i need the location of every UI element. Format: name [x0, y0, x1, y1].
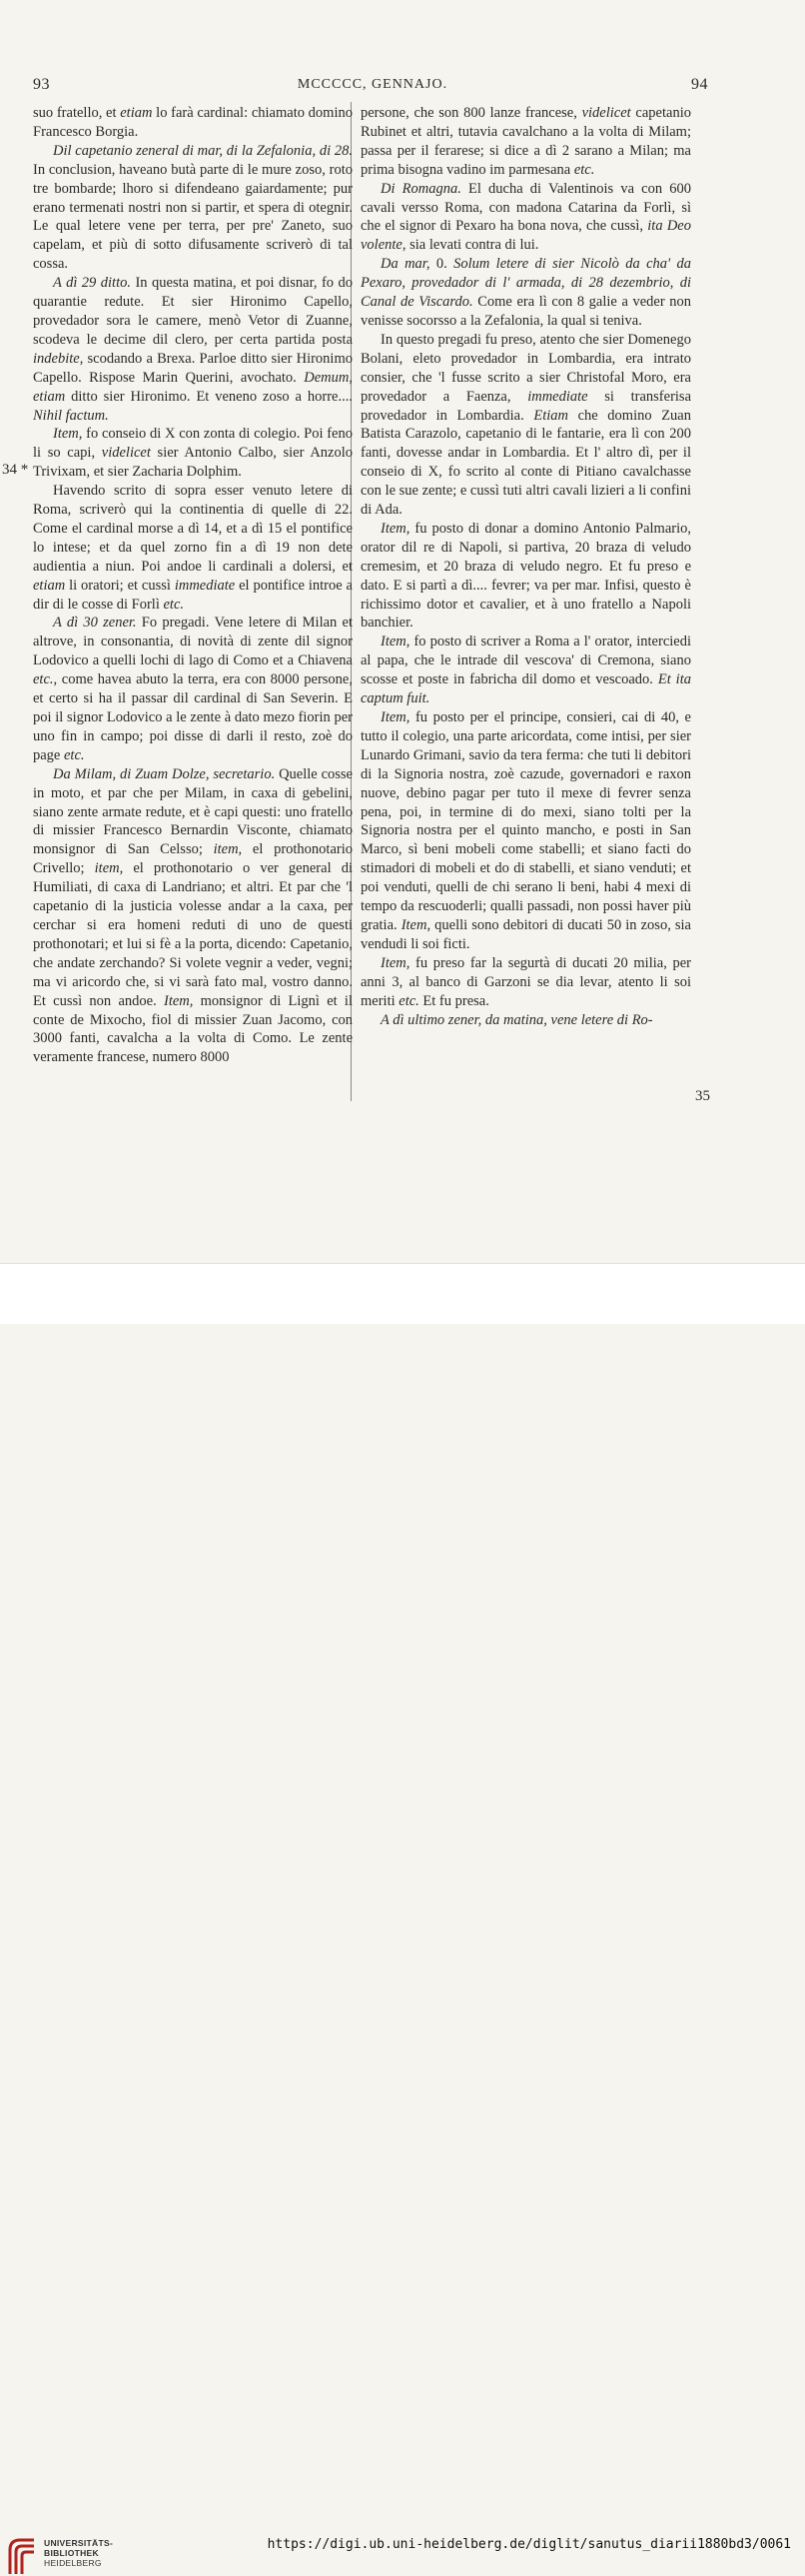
right-column-paragraph: Item, fu preso far la segurtà di ducati 20 milia, per anni 3, al banco di Garzoni se dia levar, atento li soi meriti etc. Et fu presa.	[361, 954, 691, 1009]
left-column-paragraph: Da Milam, di Zuam Dolze, secretario. Quelle cosse in moto, et par che per Milam, in caxa di gebelini, siano zente armate redute, et è capi questi: uno fratello di missier Francesco Bernardin Visconte, chiamato monsignor di San Celsso; item, el prothonotario Crivello; item, el prothonotario o ver general di Humiliati, di caxa di Landriano; et altri. Et par che 'l capetanio di la justicia volesse andar a la caxa, per cerchar si era homeni reduti di uno de questi prothonotari; et lui si fè a la porta, dicendo: Capetanio, che andate zerchando? Si volete vegnir a veder, vegni; ma vi aricordo che, si vi sarà fato mal, vostro danno. Et cussì non andoe. Item, monsignor di Lignì et il conte de Mixocho, fiol di missier Zuan Jacomo, con 3000 fanti, cavalcha a la volta di Como. Le zente veramente francese, numero 8000	[33, 765, 353, 1066]
book-page	[0, 0, 805, 1263]
italic-phrase: Item,	[381, 954, 410, 971]
italic-phrase: etc.	[64, 746, 85, 763]
italic-phrase: ita Deo volente	[361, 218, 691, 254]
italic-phrase: item,	[94, 860, 124, 877]
italic-phrase: etiam	[120, 105, 153, 121]
italic-phrase: etiam	[33, 577, 66, 594]
right-column-paragraph: Da mar, 0. Solum letere di sier Nicolò da cha' da Pexaro, provedador di l' armada, di 28 dezembrio, di Canal de Viscardo. Come era lì con 8 galie a veder non venisse socorsso a la Zefalonia, la qual si teniva.	[361, 256, 692, 329]
italic-phrase: Item,	[381, 709, 410, 725]
right-column-paragraph: Di Romagna. El ducha di Valentinois va con 600 cavali versso Roma, con madona Catarina da Forlì, sì che el signor di Pexaro ha bona nova, che cussì, ita Deo volente, sia levati contra di lui.	[361, 180, 691, 254]
italic-phrase: Item,	[53, 426, 83, 443]
left-column-paragraph: suo fratello, et etiam lo farà cardinal: chiamato domino Francesco Borgia.	[33, 105, 353, 140]
viewer-footer	[0, 1263, 805, 2568]
left-column-paragraph: Item, fo conseio di X con zonta di colegio. Poi feno li so capi, videlicet sier Antonio Calbo, sier Anzolo Trivixam, et sier Zacharia Dolphim.	[33, 426, 354, 481]
italic-phrase: etc.	[399, 992, 419, 1009]
margin-note-left: 34 *	[2, 462, 29, 478]
institution-line-2: BIBLIOTHEK	[44, 2548, 99, 2558]
italic-phrase: indebite	[33, 350, 80, 367]
italic-phrase: Da mar,	[381, 256, 430, 273]
right-column-paragraph: Item, fu posto per el principe, consieri, cai di 40, e tutto il colegio, una parte aricordata, come intisi, per sier Lunardo Grimani, savio da tera ferma: che tuti li debitori di la Signoria nostra, zoè cazude, governadori e raxon nuove, debino pagar per tuto il mexe di fevrer senza pena, poi, in termine di do mexi, siano tolti per la Signoria nostra per el quinto mancho, e posti in San Marco, sì beni mobeli come stabelli; et siano facti do stimadori di mobeli et do di stabelli, et siano venduti; et poi venduti, quelli de chi serano li beni, habi 4 mexi di tempo da rescuoderli; qualli passadi, non possi haver più gratia. Item, quelli sono debitori di ducati 50 in zoso, sia vendudi li soi ficti.	[361, 709, 691, 952]
right-text-column	[361, 104, 691, 1029]
italic-phrase: Solum letere di sier Nicolò da cha' da Pexaro, provedador di l' armada, di 28 dezembrio, di Canal de Viscardo.	[361, 256, 692, 311]
right-column-paragraph: persone, che son 800 lanze francese, videlicet capetanio Rubinet et altri, tutavia cavalchano a la volta di Milam; passa per il ferarese; si dice a dì 2 sarano a Milan; ma prima bisogna vadino im parmesana etc.	[361, 105, 691, 178]
left-column-paragraph: A dì 29 ditto. In questa matina, et poi disnar, fo do quarantie redute. Et sier Hironimo Capello, provedador sora le camere, menò Vetor di Zuanne, scodeva le decime dil clero, per certa partida posta indebite, scodando a Brexa. Parloe ditto sier Hironimo Capello. Rispose Marin Querini, avochato. Demum, etiam ditto sier Hironimo. Et veneno zoso a horre.... Nihil factum.	[33, 275, 353, 424]
italic-phrase: immediate	[174, 577, 236, 594]
italic-phrase: Demum, etiam	[33, 369, 353, 405]
italic-phrase: Da Milam, di Zuam Dolze, secretario.	[53, 765, 276, 782]
left-page-number: 93	[33, 76, 50, 93]
right-column-paragraph: Item, fo posto di scriver a Roma a l' orator, interciedi al papa, che le intrade dil vescova' di Cremona, siano scosse et poste in fabricha dil domo et vescoado. Et ita captum fuit.	[361, 634, 691, 707]
italic-phrase: Etiam	[533, 407, 568, 424]
italic-phrase: immediate	[527, 388, 588, 405]
right-column-paragraph	[361, 1011, 691, 1030]
italic-phrase: A dì 29 ditto.	[53, 275, 131, 292]
italic-phrase: etc.	[163, 596, 185, 613]
italic-phrase: Et ita captum fuit.	[361, 671, 691, 707]
institution-line-1: UNIVERSITÄTS-	[44, 2538, 114, 2548]
margin-note-right: 35	[695, 1088, 710, 1104]
italic-phrase: etc.	[33, 671, 54, 688]
italic-phrase: Nihil factum.	[33, 407, 109, 424]
italic-phrase: A dì ultimo zener, da matina, vene letere di Ro-	[381, 1011, 653, 1028]
left-column-paragraph: Havendo scrito di sopra esser venuto letere di Roma, scriverò qui la continentia di quelle di 22. Come el cardinal morse a dì 14, et a dì 15 el pontifice lo intese; et da quel zorno fin a dì 19 non dete audientia a niun. Poi andoe li cardinali a dolersi, et etiam li oratori; et cussì immediate el pontifice introe a dir di le cosse di Forlì etc.	[33, 483, 353, 613]
italic-phrase: item,	[213, 841, 243, 858]
italic-phrase: etc.	[573, 161, 595, 178]
running-title-text: MCCCCC, GENNAJO.	[297, 77, 448, 92]
italic-phrase: Item,	[163, 992, 194, 1009]
left-column-paragraph: Dil capetanio zeneral di mar, di la Zefalonia, di 28. In conclusion, haveano butà parte di le mure zoso, roto tre bombarde; lhoro si difendeano gaiardamente; pur erano termenati nostri non si partir, et spera di otegnir. Le qual letere vene per terra, per pre' Zaneto, suo capelam, et più di sotto difusamente scriverò di tal cossa.	[33, 142, 353, 273]
university-library-logo-icon	[8, 2536, 36, 2576]
university-library-name	[44, 2538, 113, 2568]
italic-phrase: videlicet	[581, 105, 631, 121]
italic-phrase: Item,	[381, 634, 410, 650]
source-url-link[interactable]: https://digi.ub.uni-heidelberg.de/diglit/sanutus_diarii1880bd3/0061	[267, 2537, 791, 2552]
institution-line-3: HEIDELBERG	[44, 2558, 102, 2568]
italic-phrase: videlicet	[101, 445, 151, 462]
left-column-paragraph: A dì 30 zener. Fo pregadi. Vene letere di Milan et altrove, in consonantia, di novità di zente dil signor Lodovico a quelli lochi di lago di Como et a Chiavena etc., come havea abuto la terra, era con 8000 persone, et certo si ha il passar dil cardinal di San Severin. E poi il signor Lodovico a le zente à dato mezo fiorin per uno fin in campo; poi disse di darli il resto, zoè do page etc.	[33, 615, 353, 763]
right-page-number: 94	[691, 76, 708, 93]
right-column-paragraph: In questo pregadi fu preso, atento che sier Domenego Bolani, eleto provedador in Lombardia, era intrato consier, che 'l fusse scrito a sier Christofal Moro, era provedador a Faenza, immediate si transferisa provedador in Lombardia. Etiam che domino Zuan Batista Carazolo, capetanio di le fantarie, era lì con 200 fanti, dovesse andar in Lombardia. Et l' altro dì, per il conseio di X, fo scrito al conte di Pitiano cavalchasse con le sue zente; e cussì tuti altri cavali lizieri a li confini di Ada.	[361, 331, 692, 519]
italic-phrase: Item,	[381, 520, 410, 537]
italic-phrase: A dì 30 zener.	[53, 615, 137, 632]
left-text-column	[33, 104, 353, 1067]
italic-phrase: Item,	[401, 916, 431, 933]
running-title	[0, 77, 805, 93]
italic-phrase: Dil capetanio zeneral di mar, di la Zefalonia, di 28.	[53, 142, 353, 159]
italic-phrase: Di Romagna.	[381, 180, 461, 197]
right-column-paragraph: Item, fu posto di donar a domino Antonio Palmario, orator dil re di Napoli, si partiva, 20 braza di veludo cremesim, et 20 braza di veludo negro. Et fu preso e dato. E si partì a dì.... fevrer; va per mar. Infisi, questo è richissimo dotor et cavalier, et à uno fratello a Napoli banchier.	[361, 520, 691, 632]
